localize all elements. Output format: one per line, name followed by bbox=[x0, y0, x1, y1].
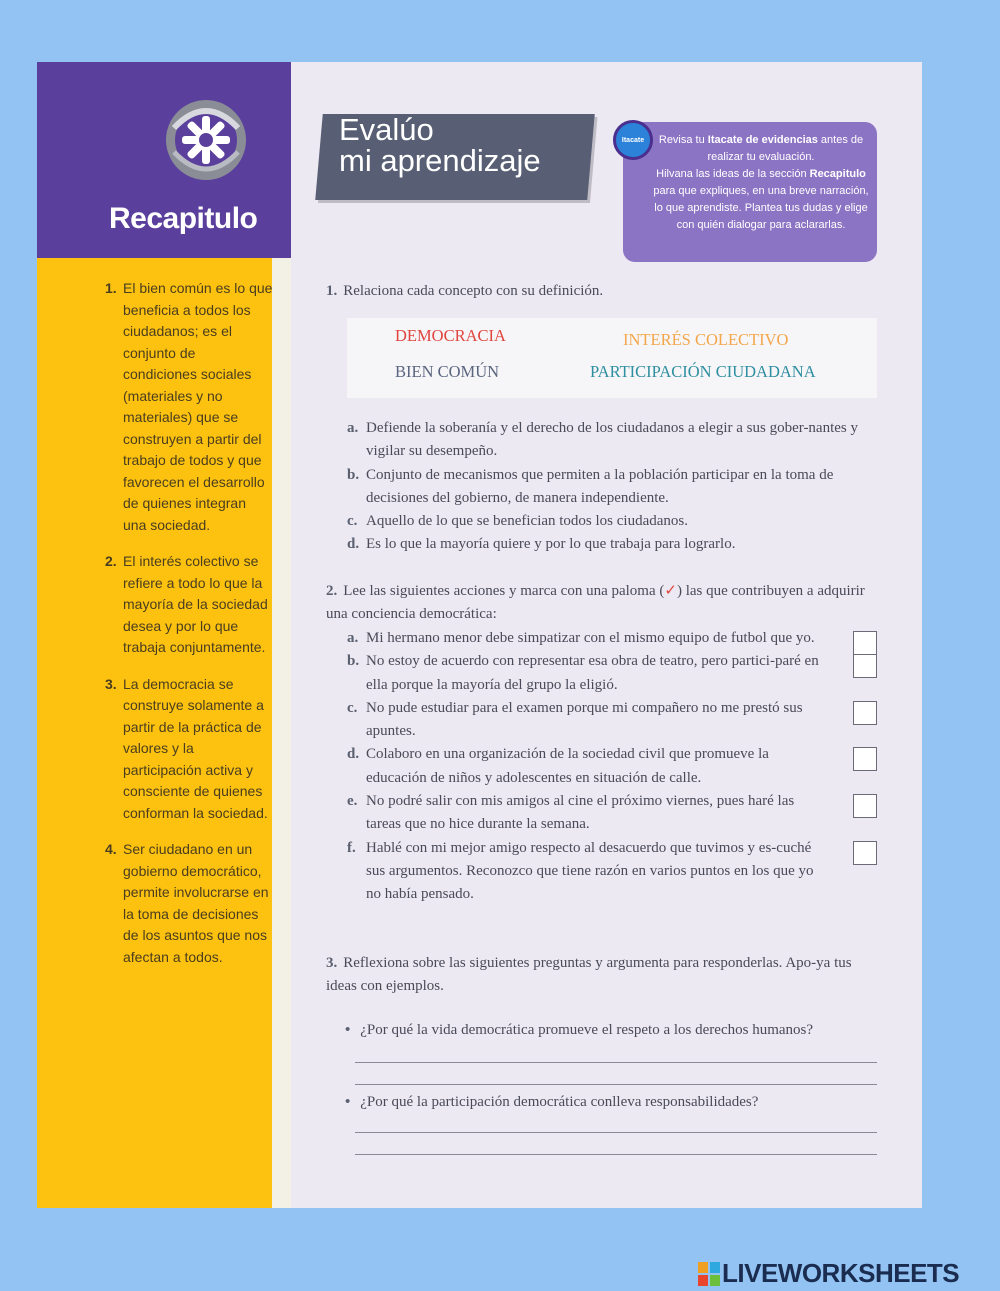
action-letter: c. bbox=[347, 699, 358, 716]
itacate-info-box bbox=[623, 122, 877, 262]
recapitulo-list bbox=[105, 278, 273, 983]
definition-c bbox=[347, 510, 877, 533]
recapitulo-logo-icon bbox=[164, 98, 248, 182]
q2-prompt bbox=[326, 580, 878, 625]
action-text: Mi hermano menor debe simpatizar con el mismo equipo de futbol que yo. bbox=[366, 630, 815, 646]
definition-text: Es lo que la mayoría quiere y por lo que trabaja para lograrlo. bbox=[366, 536, 736, 553]
action-b bbox=[347, 650, 877, 697]
action-a bbox=[347, 627, 877, 650]
recap-item-text: Ser ciudadano en un gobierno democrático, permite involucrarse en la toma de decisiones de los asuntos que nos afectan a todos. bbox=[123, 841, 269, 965]
recap-item-number: 4. bbox=[105, 841, 117, 857]
definition-letter: b. bbox=[347, 466, 360, 483]
action-c-checkbox[interactable] bbox=[853, 701, 877, 725]
info-text: Revisa tu bbox=[658, 134, 708, 146]
recap-item-4 bbox=[105, 839, 273, 968]
evaluation-title-line1: Evalúo bbox=[339, 112, 434, 147]
concept-participacion-ciudadana: PARTICIPACIÓN CIUDADANA bbox=[590, 362, 816, 381]
worksheet-page bbox=[37, 62, 922, 1208]
action-b-checkbox[interactable] bbox=[853, 654, 877, 678]
q2-number: 2. bbox=[326, 583, 338, 599]
recap-item-2 bbox=[105, 551, 273, 659]
answer-line[interactable] bbox=[355, 1154, 877, 1155]
check-mark-icon: ✓ bbox=[664, 583, 677, 599]
definition-d bbox=[347, 533, 877, 556]
action-text: No estoy de acuerdo con representar esa obra de teatro, pero partici-paré en ella porque la mayoría del grupo la eligió. bbox=[366, 653, 819, 693]
info-bold-text: Itacate de evidencias bbox=[707, 134, 818, 146]
info-paragraph-2 bbox=[653, 166, 869, 234]
action-letter: d. bbox=[347, 746, 360, 763]
recap-item-text: La democracia se construye solamente a partir de la práctica de valores y la participación activa y consciente de quienes conforman la sociedad. bbox=[123, 675, 268, 821]
q3-question-text: ¿Por qué la participación democrática conlleva responsabilidades? bbox=[360, 1094, 759, 1110]
definition-a bbox=[347, 417, 877, 464]
action-text: No pude estudiar para el examen porque mi compañero no me prestó sus apuntes. bbox=[366, 699, 803, 740]
info-bold-text: Recapitulo bbox=[809, 168, 866, 180]
action-c bbox=[347, 697, 877, 744]
bullet-icon: • bbox=[345, 1094, 351, 1110]
action-d bbox=[347, 743, 877, 790]
liveworksheets-brand: LIVEWORKSHEETS bbox=[722, 1258, 960, 1288]
action-text: No podré salir con mis amigos al cine el próximo viernes, pues haré las tareas que no hice durante la semana. bbox=[366, 793, 795, 833]
recap-item-text: El bien común es lo que beneficia a todos los ciudadanos; es el conjunto de condiciones sociales (materiales y no materiales) que se construyen a partir del trabajo de todos y que favorecen el desarrollo de quienes integran una sociedad. bbox=[123, 280, 273, 533]
action-e-checkbox[interactable] bbox=[853, 794, 877, 818]
recapitulo-sidebar bbox=[37, 258, 272, 1208]
answer-line[interactable] bbox=[355, 1084, 877, 1085]
action-e bbox=[347, 790, 877, 837]
q1-number: 1. bbox=[326, 283, 338, 299]
liveworksheets-icon bbox=[698, 1262, 720, 1286]
definition-b bbox=[347, 464, 877, 511]
recap-item-3 bbox=[105, 674, 273, 825]
answer-line[interactable] bbox=[355, 1132, 877, 1133]
bullet-icon: • bbox=[345, 1022, 351, 1038]
evaluation-title bbox=[339, 114, 541, 176]
recap-item-text: El interés colectivo se refiere a todo lo que la mayoría de la sociedad desea y por lo que trabaja conjuntamente. bbox=[123, 553, 268, 655]
action-text: Hablé con mi mejor amigo respecto al desacuerdo que tuvimos y es-cuché sus argumentos. Reconozco que tiene razón en varios puntos en los que yo no había pensado. bbox=[366, 839, 814, 903]
definition-letter: c. bbox=[347, 513, 358, 530]
definition-text: Defiende la soberanía y el derecho de los ciudadanos a elegir a sus gober-nantes y vigilar su desempeño. bbox=[366, 420, 859, 460]
recap-item-number: 3. bbox=[105, 675, 117, 692]
action-d-checkbox[interactable] bbox=[853, 747, 877, 771]
q3-question-text: ¿Por qué la vida democrática promueve el respeto a los derechos humanos? bbox=[360, 1022, 814, 1038]
action-letter: f. bbox=[347, 839, 356, 856]
action-letter: b. bbox=[347, 653, 360, 670]
info-text: para que expliques, en una breve narración, lo que aprendiste. Plantea tus dudas y elige con quién dialogar para aclararlas. bbox=[653, 185, 869, 231]
concept-interes-colectivo: INTERÉS COLECTIVO bbox=[623, 330, 789, 349]
answer-line[interactable] bbox=[355, 1062, 877, 1063]
definition-letter: a. bbox=[347, 420, 359, 436]
recap-item-number: 2. bbox=[105, 553, 117, 569]
action-f bbox=[347, 837, 877, 907]
itacate-badge-icon: Itacate bbox=[613, 120, 653, 160]
recapitulo-title: Recapitulo bbox=[109, 202, 258, 235]
definition-letter: d. bbox=[347, 536, 360, 553]
q1-prompt-text: Relaciona cada concepto con su definición. bbox=[343, 283, 604, 299]
action-text: Colaboro en una organización de la sociedad civil que promueve la educación de niños y adolescentes en situación de calle. bbox=[366, 746, 769, 786]
recapitulo-header bbox=[37, 62, 291, 258]
q3-question-1 bbox=[345, 1022, 880, 1039]
action-letter: e. bbox=[347, 793, 358, 810]
q3-number: 3. bbox=[326, 955, 338, 971]
info-paragraph-1 bbox=[653, 132, 869, 166]
recap-item-number: 1. bbox=[105, 280, 117, 296]
q2-prompt-pre: Lee las siguientes acciones y marca con una paloma ( bbox=[343, 583, 665, 599]
q1-prompt bbox=[326, 280, 886, 303]
info-text: Hilvana las ideas de la sección bbox=[656, 168, 810, 180]
q3-prompt-text: Reflexiona sobre las siguientes preguntas y argumenta para responderlas. Apo-ya tus ideas con ejemplos. bbox=[326, 955, 852, 994]
concept-democracia: DEMOCRACIA bbox=[395, 326, 506, 345]
definition-text: Aquello de lo que se benefician todos los ciudadanos. bbox=[366, 513, 689, 530]
evaluation-title-line2: mi aprendizaje bbox=[339, 143, 541, 178]
q3-question-2 bbox=[345, 1094, 880, 1111]
action-letter: a. bbox=[347, 630, 359, 646]
info-text: antes de realizar tu evaluación. bbox=[707, 134, 864, 163]
liveworksheets-logo bbox=[698, 1258, 959, 1289]
action-f-checkbox[interactable] bbox=[853, 841, 877, 865]
concept-box bbox=[347, 318, 877, 398]
q1-definitions bbox=[347, 417, 877, 557]
recap-item-1 bbox=[105, 278, 273, 536]
q2-prompt-post: ) las que contribuyen a adquirir una conciencia democrática: bbox=[326, 583, 865, 622]
definition-text: Conjunto de mecanismos que permiten a la población participar en la toma de decisiones del gobierno, de manera independiente. bbox=[366, 466, 834, 506]
q3-prompt bbox=[326, 952, 878, 997]
q2-actions bbox=[347, 627, 877, 907]
concept-bien-comun: BIEN COMÚN bbox=[395, 362, 500, 381]
sidebar-divider bbox=[272, 258, 291, 1208]
